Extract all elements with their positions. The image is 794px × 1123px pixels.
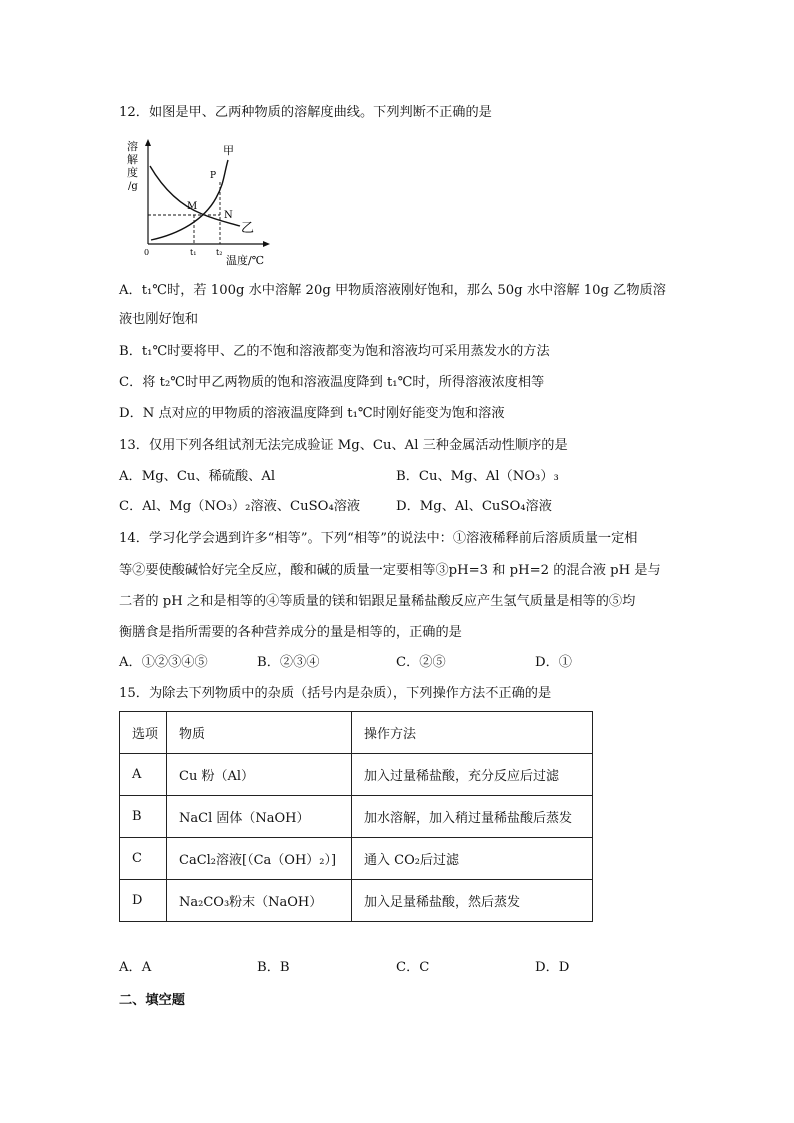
q15-option-a: A．A (119, 960, 152, 975)
tick-t2-label: t₂ (216, 248, 223, 257)
xlabel: 温度/℃ (226, 254, 265, 267)
table-header-row (120, 712, 593, 754)
x-axis-arrow (263, 241, 270, 247)
curve-yi-label: 乙 (241, 221, 255, 236)
ylabel-4: /g (128, 181, 138, 192)
q12-option-d: D．N 点对应的甲物质的溶液温度降到 t₁℃时刚好能变为饱和溶液 (119, 406, 505, 421)
q15-option-d: D．D (535, 960, 570, 975)
table-header-cell: 操作方法 (352, 712, 593, 754)
q14-line-2: 等②要使酸碱恰好完全反应，酸和碱的质量一定要相等③pH=3 和 pH=2 的混合液 pH 是与 (119, 563, 661, 578)
q13-stem: 13．仅用下列各组试剂无法完成验证 Mg、Cu、Al 三种金属活动性顺序的是 (119, 438, 568, 453)
table-cell: 加入足量稀盐酸，然后蒸发 (352, 880, 593, 922)
q15-table (119, 711, 593, 922)
table-row (120, 838, 593, 880)
table-row (120, 754, 593, 796)
table-header-cell: 物质 (167, 712, 352, 754)
point-p-label: P (210, 171, 217, 181)
table-cell: 通入 CO₂后过滤 (352, 838, 593, 880)
q15-option-b: B．B (257, 960, 290, 975)
table-cell: Na₂CO₃粉末（NaOH） (167, 880, 352, 922)
table-cell: B (120, 796, 167, 838)
y-axis-arrow (145, 139, 151, 146)
ylabel-3: 度 (127, 166, 138, 179)
q12-option-a-line1: A．t₁℃时，若 100g 水中溶解 20g 甲物质溶液刚好饱和，那么 50g 水中溶解 10g 乙物质溶 (119, 283, 666, 298)
q12-stem: 12．如图是甲、乙两种物质的溶解度曲线。下列判断不正确的是 (119, 105, 492, 120)
table-cell: 加水溶解，加入稍过量稀盐酸后蒸发 (352, 796, 593, 838)
q13-option-b: B．Cu、Mg、Al（NO₃）₃ (396, 469, 559, 484)
q14-option-b: B．②③④ (257, 655, 320, 670)
table-cell: Cu 粉（Al） (167, 754, 352, 796)
q12-option-a-line2: 液也刚好饱和 (119, 312, 199, 327)
q14-line-4: 衡膳食是指所需要的各种营养成分的量是相等的，正确的是 (119, 625, 462, 640)
q12-option-b: B．t₁℃时要将甲、乙的不饱和溶液都变为饱和溶液均可采用蒸发水的方法 (119, 344, 550, 359)
table-row (120, 796, 593, 838)
table-cell: NaCl 固体（NaOH） (167, 796, 352, 838)
q13-option-a: A．Mg、Cu、稀硫酸、Al (119, 469, 276, 484)
table-cell: A (120, 754, 167, 796)
point-n-label: N (224, 210, 233, 221)
ylabel-1: 溶 (127, 140, 138, 153)
section-heading: 二、填空题 (119, 993, 185, 1008)
q14-line-3: 二者的 pH 之和是相等的④等质量的镁和铝跟足量稀盐酸反应产生氢气质量是相等的⑤均 (119, 594, 636, 609)
table-row (120, 880, 593, 922)
q13-option-c: C．Al、Mg（NO₃）₂溶液、CuSO₄溶液 (119, 499, 361, 514)
origin-label: 0 (144, 248, 150, 257)
curve-jia-label: 甲 (223, 144, 234, 157)
q13-option-d: D．Mg、Al、CuSO₄溶液 (396, 499, 552, 514)
q14-option-a: A．①②③④⑤ (119, 655, 208, 670)
q12-option-c: C．将 t₂℃时甲乙两物质的饱和溶液温度降到 t₁℃时，所得溶液浓度相等 (119, 375, 545, 390)
curve-jia (151, 160, 228, 240)
table-cell: CaCl₂溶液[（Ca（OH）₂）] (167, 838, 352, 880)
q14-line-1: 14．学习化学会遇到许多“相等”。下列“相等”的说法中：①溶液稀释前后溶质质量一定相 (119, 531, 638, 546)
q14-option-d: D．① (535, 655, 572, 670)
table-cell: D (120, 880, 167, 922)
ylabel-2: 解 (127, 153, 138, 166)
table-header-cell: 选项 (120, 712, 167, 754)
point-m-label: M (187, 201, 198, 212)
solubility-curve-figure (124, 138, 274, 268)
tick-t1-label: t₁ (190, 248, 197, 257)
table-cell: 加入过量稀盐酸，充分反应后过滤 (352, 754, 593, 796)
q15-stem: 15．为除去下列物质中的杂质（括号内是杂质），下列操作方法不正确的是 (119, 686, 552, 701)
q14-option-c: C．②⑤ (396, 655, 446, 670)
table-cell: C (120, 838, 167, 880)
q15-option-c: C．C (396, 960, 430, 975)
